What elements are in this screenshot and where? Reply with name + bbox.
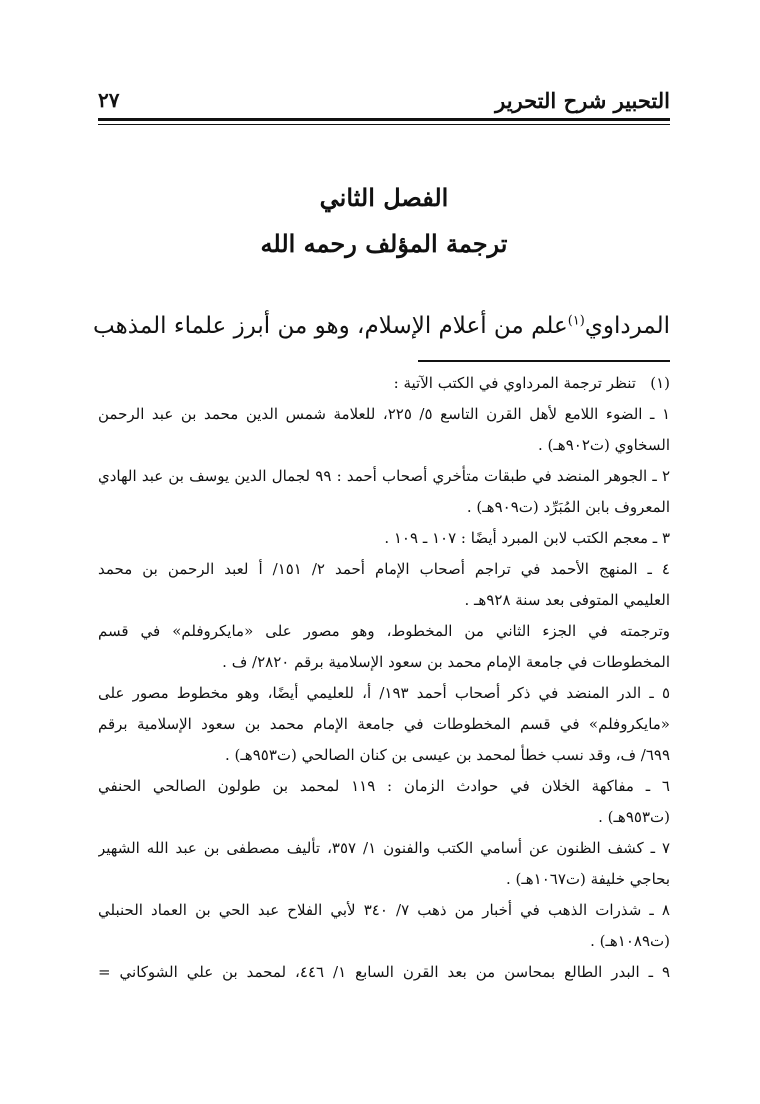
header-rule-thin xyxy=(98,124,670,125)
footnote-line: ٣ ـ معجم الكتب لابن المبرد أيضًا : ١٠٧ ـ ١٠٩ . xyxy=(384,529,670,547)
body-paragraph xyxy=(93,308,670,344)
footnote-line: ٦٩٩/ ف، وقد نسب خطأ لمحمد بن عيسى بن كنان الصالحي (ت٩٥٣هـ) . xyxy=(225,746,670,764)
footnote-intro: تنظر ترجمة المرداوي في الكتب الآتية : xyxy=(393,374,636,392)
footnote-line: (ت١٠٨٩هـ) . xyxy=(590,932,670,950)
page-number: ٢٧ xyxy=(98,88,120,112)
footnote-line: المخطوطات في جامعة الإمام محمد بن سعود الإسلامية برقم ٢٨٢٠/ ف . xyxy=(222,653,670,671)
footnote-number: (١) xyxy=(650,374,670,392)
footnote-line: وترجمته في الجزء الثاني من المخطوط، وهو مصور على «مايكروفلم» في قسم xyxy=(98,622,670,640)
chapter-subtitle: ترجمة المؤلف رحمه الله xyxy=(260,229,508,258)
footnote-line: العليمي المتوفى بعد سنة ٩٢٨هـ . xyxy=(464,591,670,609)
footnote-line xyxy=(98,368,670,399)
footnotes xyxy=(98,368,670,988)
running-title: التحبير شرح التحرير xyxy=(495,88,670,113)
chapter-title: الفصل الثاني xyxy=(319,183,449,212)
footnote-line: ٢ ـ الجوهر المنضد في طبقات متأخري أصحاب أحمد : ٩٩ لجمال الدين يوسف بن عبد الهادي xyxy=(98,467,670,485)
running-header xyxy=(98,88,670,114)
footnote-line: ٩ ـ البدر الطالع بمحاسن من بعد القرن السابع ١/ ٤٤٦، لمحمد بن علي الشوكاني = xyxy=(98,963,670,981)
footnote-line: المعروف بابن المُبَرِّد (ت٩٠٩هـ) . xyxy=(466,498,670,516)
footnote-line: (ت٩٥٣هـ) . xyxy=(598,808,670,826)
footnote-line: السخاوي (ت٩٠٢هـ) . xyxy=(538,436,670,454)
footnote-line: ٥ ـ الدر المنضد في ذكر أصحاب أحمد ١٩٣/ أ، للعليمي أيضًا، وهو مخطوط مصور على xyxy=(98,684,670,702)
footnote-line: ١ ـ الضوء اللامع لأهل القرن التاسع ٥/ ٢٢٥، للعلامة شمس الدين محمد بن عبد الرحمن xyxy=(98,405,670,423)
footnote-line: ٧ ـ كشف الظنون عن أسامي الكتب والفنون ١/ ٣٥٧، تأليف مصطفى بن عبد الله الشهير xyxy=(98,839,670,857)
footnote-line: بحاجي خليفة (ت١٠٦٧هـ) . xyxy=(505,870,670,888)
header-rule-thick xyxy=(98,118,670,121)
footnote-line: ٤ ـ المنهج الأحمد في تراجم أصحاب الإمام أحمد ٢/ ١٥١/ أ لعبد الرحمن بن محمد xyxy=(98,560,670,578)
body-text-start: المرداوي xyxy=(584,313,670,339)
footnote-reference[interactable]: (١) xyxy=(567,313,585,329)
body-text-rest: علم من أعلام الإسلام، وهو من أبرز علماء المذهب xyxy=(93,313,568,339)
footnote-line: «مايكروفلم» في قسم المخطوطات في جامعة الإمام محمد بن سعود الإسلامية برقم xyxy=(98,715,670,733)
footnote-separator xyxy=(418,360,670,362)
footnote-line: ٦ ـ مفاكهة الخلان في حوادث الزمان : ١١٩ لمحمد بن طولون الصالحي الحنفي xyxy=(98,777,670,795)
footnote-line: ٨ ـ شذرات الذهب في أخبار من ذهب ٧/ ٣٤٠ لأبي الفلاح عبد الحي بن العماد الحنبلي xyxy=(98,901,670,919)
